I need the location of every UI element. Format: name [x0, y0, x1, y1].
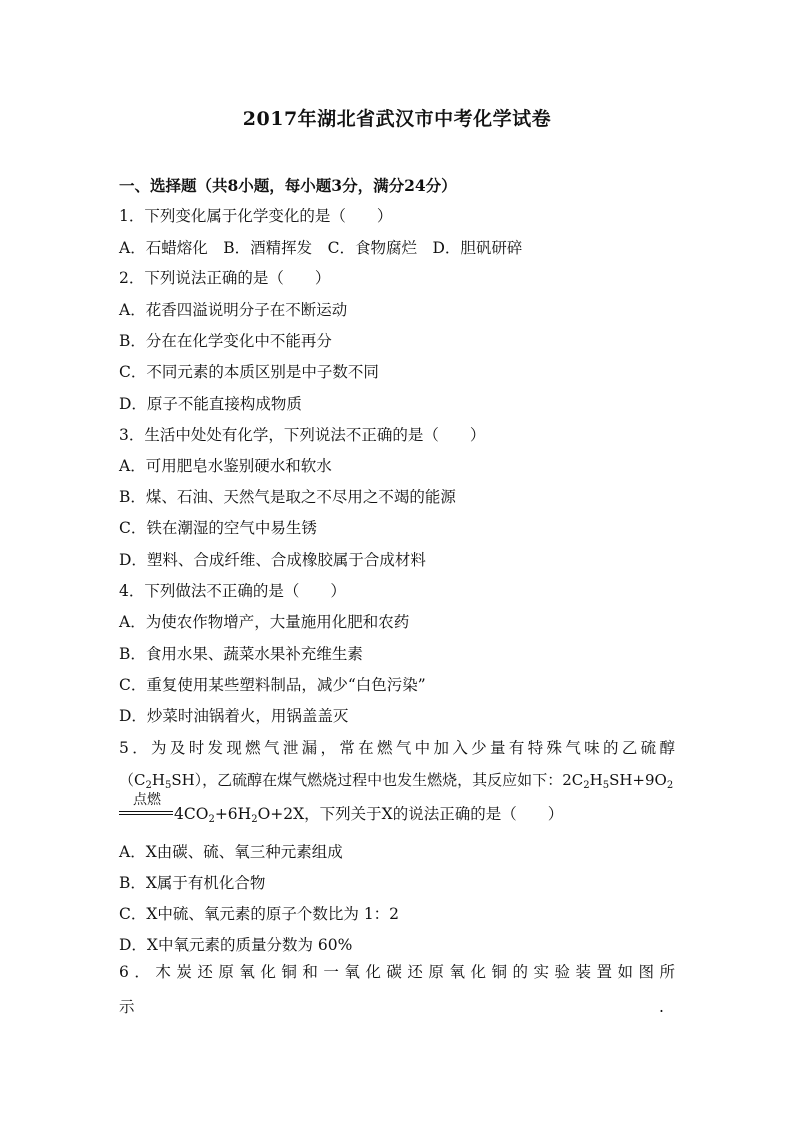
question-5-stem-line1: 5．为及时发现燃气泄漏，常在燃气中加入少量有特殊气味的乙硫醇: [119, 739, 675, 757]
question-2-option-a: A．花香四溢说明分子在不断运动: [119, 301, 348, 319]
question-4-option-d: D．炒菜时油锅着火，用锅盖盖灭: [119, 707, 349, 725]
equals-bar-bottom: [119, 814, 173, 815]
question-5-stem-line2: $(C_2H_5SH)$，乙硫醇在煤气燃烧过程中也发生燃烧，其反应如下：$2C_2H_5SH+9O_2$: [119, 771, 674, 791]
question-2-option-b: B．分在在化学变化中不能再分: [119, 332, 332, 350]
question-3-option-c: C．铁在潮湿的空气中易生锈: [119, 519, 317, 537]
question-1-options: A．石蜡熔化 B．酒精挥发 C．食物腐烂 D．胆矾研碎: [119, 239, 523, 257]
question-5-option-c: C．X中硫、氧元素的原子个数比为 1：2: [119, 905, 400, 923]
question-5-option-d: D．X中氧元素的质量分数为 60%: [119, 936, 353, 954]
question-4-option-a: A．为使农作物增产，大量施用化肥和农药: [119, 613, 410, 631]
question-3-option-b: B．煤、石油、天然气是取之不尽用之不竭的能源: [119, 488, 456, 506]
question-5-stem-line3: $4CO_2+6H_2O+2X$，下列关于X的说法正确的是（ ）: [174, 805, 564, 825]
page-title: 2017年湖北省武汉市中考化学试卷: [242, 108, 552, 130]
question-5-option-a: A．X由碳、硫、氧三种元素组成: [119, 843, 343, 861]
question-3-option-d: D．塑料、合成纤维、合成橡胶属于合成材料: [119, 551, 426, 569]
question-2-option-c: C．不同元素的本质区别是中子数不同: [119, 363, 379, 381]
question-4-option-c: C．重复使用某些塑料制品，减少“白色污染”: [119, 676, 426, 694]
question-4-stem: 4．下列做法不正确的是（ ）: [119, 582, 346, 600]
question-4-option-b: B．食用水果、蔬菜水果补充维生素: [119, 645, 363, 663]
question-6-trailing-dot: .: [659, 998, 664, 1016]
reaction-condition-arrow: [119, 790, 175, 826]
question-3-option-a: A．可用肥皂水鉴别硬水和软水: [119, 457, 332, 475]
question-5-option-b: B．X属于有机化合物: [119, 874, 266, 892]
question-6-stem-line2: 示: [119, 998, 135, 1016]
reaction-condition-label: 点燃: [133, 792, 161, 808]
question-2-option-d: D．原子不能直接构成物质: [119, 395, 302, 413]
equals-bar-top: [119, 811, 173, 812]
question-6-stem-line1: 6．木炭还原氧化铜和一氧化碳还原氧化铜的实验装置如图所: [119, 963, 675, 981]
question-3-stem: 3．生活中处处有化学，下列说法不正确的是（ ）: [119, 426, 486, 444]
section-heading: 一、选择题（共8小题，每小题3分，满分24分）: [119, 176, 457, 195]
question-1-stem: 1．下列变化属于化学变化的是（ ）: [119, 207, 393, 225]
question-2-stem: 2．下列说法正确的是（ ）: [119, 269, 331, 287]
